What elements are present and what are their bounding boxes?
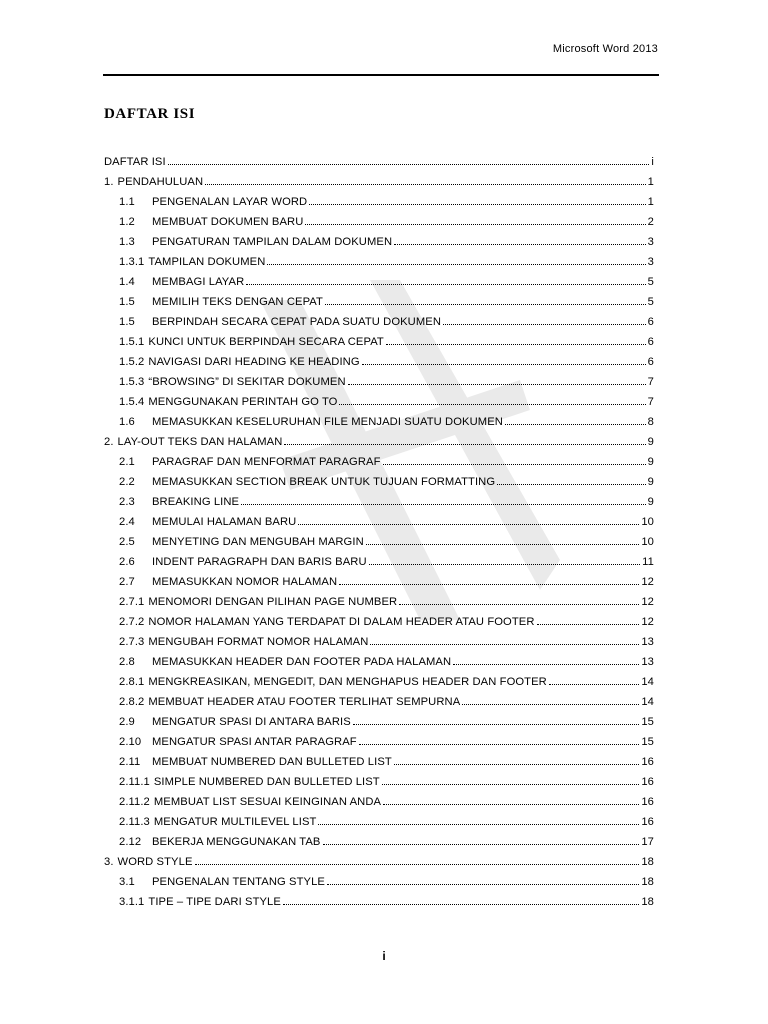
toc-entry-label: PENGENALAN LAYAR WORD (152, 196, 308, 208)
toc-entry-page: 18 (641, 896, 654, 908)
toc-dot-leader (195, 854, 640, 865)
toc-entry-number: 1.4 (119, 276, 135, 288)
toc-entry[interactable] (104, 448, 654, 468)
toc-entry-number: 2. (104, 436, 114, 448)
footer-page-number: i (382, 949, 386, 963)
toc-dot-leader (339, 394, 645, 405)
toc-entry-number: 2.8.1 (119, 676, 145, 688)
toc-entry-number: 2.11.3 (119, 816, 150, 828)
toc-dot-leader (394, 234, 646, 245)
toc-entry-label: MENYETING DAN MENGUBAH MARGIN (152, 536, 364, 548)
toc-dot-leader (205, 174, 645, 185)
toc-entry[interactable] (104, 528, 654, 548)
toc-entry-label: MENGUBAH FORMAT NOMOR HALAMAN (148, 636, 369, 648)
toc-entry-number: 2.8 (119, 656, 135, 668)
toc-entry-page: 5 (647, 296, 654, 308)
toc-entry-number: 2.12 (119, 836, 142, 848)
toc-entry-number: 2.11.2 (119, 796, 150, 808)
toc-entry-label: BERPINDAH SECARA CEPAT PADA SUATU DOKUMEN (152, 316, 442, 328)
toc-entry-page: 1 (647, 196, 654, 208)
toc-entry-page: 12 (641, 616, 654, 628)
toc-entry-number: 2.7.3 (119, 636, 145, 648)
toc-entry-label: BEKERJA MENGGUNAKAN TAB (152, 836, 321, 848)
toc-entry-number: 2.7.2 (119, 616, 145, 628)
toc-entry-number: 2.6 (119, 556, 135, 568)
toc-dot-leader (394, 754, 640, 765)
toc-dot-leader (359, 734, 640, 745)
toc-entry-page: i (651, 156, 654, 168)
toc-dot-leader (549, 674, 639, 685)
toc-entry[interactable] (104, 848, 654, 868)
toc-entry-number: 2.7.1 (119, 596, 145, 608)
toc-dot-leader (246, 274, 645, 285)
toc-entry-label: MEMBAGI LAYAR (152, 276, 245, 288)
toc-entry[interactable] (104, 588, 654, 608)
toc-dot-leader (318, 814, 639, 825)
toc-entry-page: 6 (647, 336, 654, 348)
toc-dot-leader (386, 334, 646, 345)
toc-dot-leader (168, 154, 650, 165)
toc-entry-number: 3. (104, 856, 114, 868)
toc-dot-leader (505, 414, 646, 425)
toc-entry-label: MEMILIH TEKS DENGAN CEPAT (152, 296, 323, 308)
toc-entry-page: 15 (641, 716, 654, 728)
toc-entry-label: DAFTAR ISI (104, 156, 166, 168)
toc-dot-leader (497, 474, 646, 485)
toc-dot-leader (283, 894, 639, 905)
toc-entry-number: 2.7 (119, 576, 135, 588)
toc-entry-page: 6 (647, 316, 654, 328)
toc-entry-number: 1.1 (119, 196, 135, 208)
toc-dot-leader (399, 594, 639, 605)
toc-entry-label: MENOMORI DENGAN PILIHAN PAGE NUMBER (148, 596, 398, 608)
toc-entry-page: 12 (641, 596, 654, 608)
toc-entry-page: 7 (647, 376, 654, 388)
toc-entry-number: 2.1 (119, 456, 135, 468)
toc-entry[interactable] (104, 708, 654, 728)
toc-entry-label: MENGATUR MULTILEVEL LIST (153, 816, 317, 828)
toc-entry-number: 1.5.3 (119, 376, 145, 388)
toc-entry[interactable] (104, 368, 654, 388)
toc-entry[interactable] (104, 628, 654, 648)
toc-entry[interactable] (104, 468, 654, 488)
toc-dot-leader (348, 374, 646, 385)
toc-entry[interactable] (104, 608, 654, 628)
toc-dot-leader (309, 194, 645, 205)
toc-entry[interactable] (104, 228, 654, 248)
toc-entry-number: 1.5.1 (119, 336, 145, 348)
toc-entry-page: 14 (641, 696, 654, 708)
toc-entry-label: SIMPLE NUMBERED DAN BULLETED LIST (153, 776, 380, 788)
toc-entry-page: 18 (641, 876, 654, 888)
toc-entry-label: NAVIGASI DARI HEADING KE HEADING (148, 356, 360, 368)
toc-entry-label: TIPE – TIPE DARI STYLE (148, 896, 281, 908)
toc-dot-leader (370, 634, 639, 645)
toc-dot-leader (353, 714, 640, 725)
toc-entry-number: 1.3.1 (119, 256, 145, 268)
toc-dot-leader (323, 834, 640, 845)
toc-entry-label: MEMBUAT HEADER ATAU FOOTER TERLIHAT SEMPURNA (148, 696, 461, 708)
toc-entry-label: PENGATURAN TAMPILAN DALAM DOKUMEN (152, 236, 393, 248)
toc-entry-label: “BROWSING” DI SEKITAR DOKUMEN (148, 376, 346, 388)
toc-entry-label: WORD STYLE (117, 856, 193, 868)
toc-entry-page: 9 (647, 496, 654, 508)
toc-dot-leader (284, 434, 645, 445)
toc-entry[interactable] (104, 868, 654, 888)
toc-entry-page: 3 (647, 236, 654, 248)
toc-entry-number: 3.1 (119, 876, 135, 888)
toc-entry-label: MEMBUAT DOKUMEN BARU (152, 216, 304, 228)
toc-entry-page: 11 (642, 556, 654, 568)
toc-entry-page: 9 (647, 456, 654, 468)
toc-dot-leader (339, 574, 639, 585)
toc-entry-number: 1.5 (119, 316, 135, 328)
toc-entry[interactable] (104, 308, 654, 328)
toc-entry[interactable] (104, 168, 654, 188)
toc-entry-number: 2.5 (119, 536, 135, 548)
toc-entry-label: MEMBUAT NUMBERED DAN BULLETED LIST (152, 756, 392, 768)
toc-entry-number: 2.11.1 (119, 776, 150, 788)
toc-entry[interactable] (104, 428, 654, 448)
toc-entry-label: MENGGUNAKAN PERINTAH GO TO (148, 396, 338, 408)
toc-entry[interactable] (104, 828, 654, 848)
toc-entry[interactable] (104, 768, 654, 788)
toc-entry[interactable] (104, 288, 654, 308)
toc-entry[interactable] (104, 508, 654, 528)
toc-entry[interactable] (104, 268, 654, 288)
toc-dot-leader (362, 354, 646, 365)
toc-entry-number: 2.10 (119, 736, 142, 748)
toc-entry-page: 13 (641, 656, 654, 668)
toc-entry-label: MEMASUKKAN SECTION BREAK UNTUK TUJUAN FORMATTING (152, 476, 496, 488)
toc-dot-leader (462, 694, 639, 705)
toc-dot-leader (537, 614, 640, 625)
toc-dot-leader (369, 554, 641, 565)
toc-entry-page: 3 (647, 256, 654, 268)
toc-entry-page: 2 (647, 216, 654, 228)
toc-entry-page: 14 (641, 676, 654, 688)
toc-entry-label: TAMPILAN DOKUMEN (148, 256, 266, 268)
toc-entry-page: 16 (641, 756, 654, 768)
toc-entry-page: 7 (647, 396, 654, 408)
toc-entry-page: 8 (647, 416, 654, 428)
toc-entry[interactable] (104, 728, 654, 748)
toc-dot-leader (305, 214, 645, 225)
toc-entry[interactable] (104, 148, 654, 168)
toc-entry-page: 18 (641, 856, 654, 868)
toc-entry-number: 1. (104, 176, 114, 188)
toc-entry-number: 1.2 (119, 216, 135, 228)
toc-entry-label: MENGATUR SPASI ANTAR PARAGRAF (152, 736, 357, 748)
toc-title: DAFTAR ISI (104, 106, 196, 122)
toc-entry[interactable] (104, 488, 654, 508)
toc-entry-label: MEMASUKKAN NOMOR HALAMAN (152, 576, 338, 588)
toc-entry-page: 10 (641, 516, 654, 528)
toc-dot-leader (241, 494, 646, 505)
toc-entry-label: BREAKING LINE (152, 496, 240, 508)
toc-entry-label: KUNCI UNTUK BERPINDAH SECARA CEPAT (148, 336, 384, 348)
toc-dot-leader (267, 254, 645, 265)
toc-entry-label: NOMOR HALAMAN YANG TERDAPAT DI DALAM HEADER ATAU FOOTER (148, 616, 535, 628)
toc-entry[interactable] (104, 208, 654, 228)
toc-entry-page: 16 (641, 776, 654, 788)
toc-entry-number: 1.5.4 (119, 396, 145, 408)
table-of-contents (104, 148, 654, 908)
toc-entry[interactable] (104, 788, 654, 808)
toc-entry-label: MEMASUKKAN KESELURUHAN FILE MENJADI SUATU DOKUMEN (152, 416, 503, 428)
toc-entry-page: 16 (641, 816, 654, 828)
toc-entry-number: 2.2 (119, 476, 135, 488)
toc-entry-page: 6 (647, 356, 654, 368)
toc-entry-page: 13 (641, 636, 654, 648)
toc-entry-number: 1.5 (119, 296, 135, 308)
toc-entry-page: 10 (641, 536, 654, 548)
toc-entry-number: 2.4 (119, 516, 135, 528)
toc-dot-leader (443, 314, 646, 325)
toc-entry-number: 2.11 (119, 756, 141, 768)
running-header: Microsoft Word 2013 (552, 43, 658, 55)
toc-entry-label: PENGENALAN TENTANG STYLE (152, 876, 325, 888)
toc-entry-label: INDENT PARAGRAPH DAN BARIS BARU (152, 556, 367, 568)
toc-dot-leader (382, 774, 640, 785)
toc-entry[interactable] (104, 548, 654, 568)
toc-entry-label: MEMULAI HALAMAN BARU (152, 516, 297, 528)
toc-entry[interactable] (104, 388, 654, 408)
toc-entry-label: MEMBUAT LIST SESUAI KEINGINAN ANDA (153, 796, 382, 808)
toc-entry[interactable] (104, 328, 654, 348)
toc-entry-page: 15 (641, 736, 654, 748)
toc-entry-number: 3.1.1 (119, 896, 145, 908)
toc-entry-label: PENDAHULUAN (117, 176, 204, 188)
toc-dot-leader (383, 454, 646, 465)
toc-dot-leader (383, 794, 639, 805)
toc-entry-page: 9 (647, 476, 654, 488)
toc-entry[interactable] (104, 408, 654, 428)
toc-entry-number: 2.8.2 (119, 696, 145, 708)
toc-entry-number: 1.6 (119, 416, 135, 428)
toc-entry[interactable] (104, 748, 654, 768)
toc-entry-page: 5 (647, 276, 654, 288)
toc-entry[interactable] (104, 808, 654, 828)
toc-entry-label: MEMASUKKAN HEADER DAN FOOTER PADA HALAMAN (152, 656, 452, 668)
toc-entry-page: 1 (647, 176, 654, 188)
toc-entry-number: 2.3 (119, 496, 135, 508)
toc-dot-leader (325, 294, 646, 305)
toc-entry-number: 2.9 (119, 716, 135, 728)
toc-entry[interactable] (104, 188, 654, 208)
toc-entry-label: LAY-OUT TEKS DAN HALAMAN (117, 436, 283, 448)
toc-entry-number: 1.5.2 (119, 356, 145, 368)
header-divider (103, 74, 659, 76)
toc-entry-label: MENGKREASIKAN, MENGEDIT, DAN MENGHAPUS HEADER DAN FOOTER (148, 676, 547, 688)
toc-dot-leader (366, 534, 640, 545)
toc-entry-page: 16 (641, 796, 654, 808)
toc-entry[interactable] (104, 248, 654, 268)
toc-entry[interactable] (104, 648, 654, 668)
toc-dot-leader (327, 874, 639, 885)
toc-entry[interactable] (104, 348, 654, 368)
toc-entry[interactable] (104, 668, 654, 688)
toc-dot-leader (453, 654, 639, 665)
toc-entry-page: 17 (641, 836, 654, 848)
toc-entry[interactable] (104, 888, 654, 908)
toc-entry-page: 9 (647, 436, 654, 448)
toc-entry-page: 12 (641, 576, 654, 588)
toc-dot-leader (298, 514, 639, 525)
toc-entry-number: 1.3 (119, 236, 135, 248)
toc-entry-label: MENGATUR SPASI DI ANTARA BARIS (152, 716, 351, 728)
toc-entry[interactable] (104, 568, 654, 588)
toc-entry[interactable] (104, 688, 654, 708)
toc-entry-label: PARAGRAF DAN MENFORMAT PARAGRAF (152, 456, 381, 468)
